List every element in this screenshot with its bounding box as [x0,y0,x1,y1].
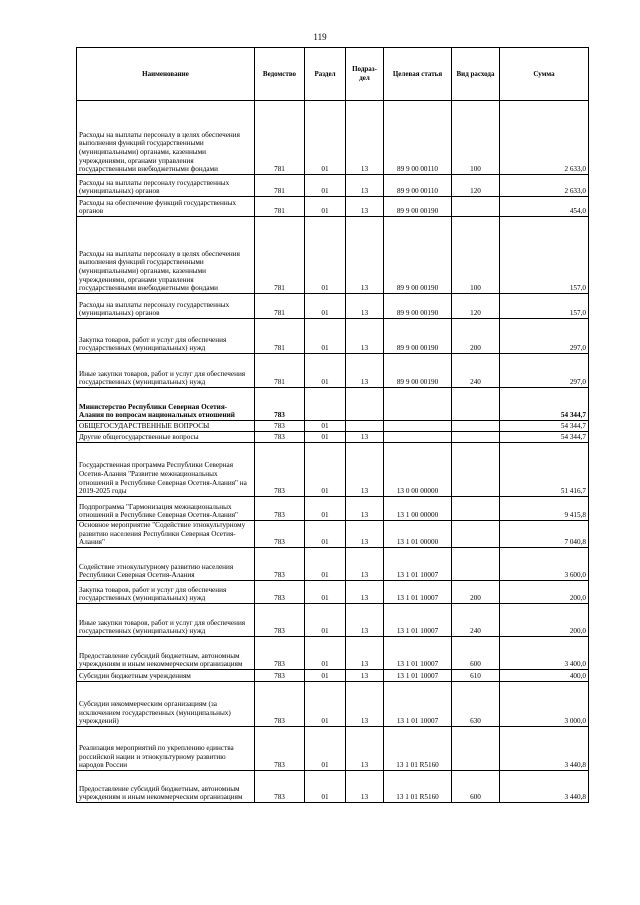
page-number: 119 [313,32,327,42]
row-celevaya-statya: 13 1 01 10007 [384,681,452,726]
row-podrazdel: 13 [346,636,384,669]
row-celevaya-statya: 89 9 00 00190 [384,197,452,217]
row-vid-rashoda [452,432,500,443]
row-vedomstvo: 783 [255,443,305,497]
table-row [77,432,589,443]
row-vid-rashoda: 600 [452,636,500,669]
row-celevaya-statya: 89 9 00 00190 [384,319,452,354]
row-podrazdel: 13 [346,101,384,175]
row-celevaya-statya: 13 1 01 R5160 [384,726,452,770]
row-celevaya-statya: 89 9 00 00110 [384,101,452,175]
row-podrazdel: 13 [346,497,384,521]
table-row [77,217,589,294]
row-vid-rashoda [452,726,500,770]
row-celevaya-statya: 89 9 00 00190 [384,294,452,319]
header-summa: Сумма [500,48,589,101]
row-razdel: 01 [305,521,346,548]
row-vid-rashoda: 240 [452,603,500,636]
row-vedomstvo: 783 [255,421,305,432]
row-name: Расходы на обеспечение функций государственных органов [77,197,255,217]
row-name: Подпрограмма "Гармонизация межнациональных отношений в Республике Северная Осетия-Алания" [77,497,255,521]
row-vid-rashoda: 240 [452,354,500,388]
row-vedomstvo: 781 [255,175,305,197]
table-row [77,388,589,421]
row-celevaya-statya: 89 9 00 00190 [384,217,452,294]
row-celevaya-statya [384,388,452,421]
table-row [77,547,589,580]
row-summa: 454,0 [500,197,589,217]
row-vid-rashoda [452,421,500,432]
row-vedomstvo: 783 [255,432,305,443]
row-summa: 200,0 [500,603,589,636]
row-razdel: 01 [305,175,346,197]
row-podrazdel: 13 [346,217,384,294]
row-celevaya-statya: 13 1 01 10007 [384,547,452,580]
row-summa: 297,0 [500,354,589,388]
row-razdel [305,388,346,421]
row-podrazdel: 13 [346,603,384,636]
row-celevaya-statya: 89 9 00 00190 [384,354,452,388]
row-razdel: 01 [305,319,346,354]
row-vedomstvo: 781 [255,101,305,175]
row-celevaya-statya: 13 1 01 00000 [384,521,452,548]
row-summa: 3 000,0 [500,681,589,726]
row-podrazdel: 13 [346,770,384,802]
row-razdel: 01 [305,354,346,388]
row-vid-rashoda: 610 [452,669,500,681]
table-row [77,421,589,432]
row-celevaya-statya: 13 1 01 10007 [384,580,452,603]
header-vid-rashoda: Вид расхода [452,48,500,101]
header-podrazdel: Подраз-дел [346,48,384,101]
row-name: Другие общегосударственные вопросы [77,432,255,443]
row-name: Субсидии некоммерческим организациям (за исключением государственных (муниципальных) учреждений) [77,681,255,726]
table-row [77,521,589,548]
row-summa: 2 633,0 [500,175,589,197]
budget-table [76,47,589,803]
row-vid-rashoda: 120 [452,294,500,319]
row-razdel: 01 [305,669,346,681]
row-vedomstvo: 783 [255,547,305,580]
row-celevaya-statya: 13 1 01 10007 [384,636,452,669]
row-celevaya-statya: 13 0 00 00000 [384,443,452,497]
table-header-row [77,48,589,101]
row-razdel: 01 [305,603,346,636]
row-razdel: 01 [305,294,346,319]
row-razdel: 01 [305,580,346,603]
table-row [77,319,589,354]
row-name: Иные закупки товаров, работ и услуг для обеспечения государственных (муниципальных) нужд [77,354,255,388]
row-summa: 51 416,7 [500,443,589,497]
row-name: Расходы на выплаты персоналу в целях обеспечения выполнения функций государственными (муниципальными) органами, казенными учреждениями, органами управления государственными внебюджетными фондами [77,217,255,294]
table-row [77,175,589,197]
row-vedomstvo: 781 [255,294,305,319]
table-row [77,603,589,636]
row-vedomstvo: 781 [255,217,305,294]
row-podrazdel [346,388,384,421]
row-podrazdel: 13 [346,175,384,197]
row-vid-rashoda [452,521,500,548]
row-vid-rashoda: 200 [452,580,500,603]
row-razdel: 01 [305,497,346,521]
row-vedomstvo: 781 [255,354,305,388]
row-summa: 3 440,8 [500,726,589,770]
row-name: Реализация мероприятий по укреплению единства российской нации и этнокультурному развитию народов России [77,726,255,770]
table-row [77,497,589,521]
row-vedomstvo: 783 [255,726,305,770]
row-vid-rashoda [452,197,500,217]
row-vid-rashoda: 200 [452,319,500,354]
row-name: Закупка товаров, работ и услуг для обеспечения государственных (муниципальных) нужд [77,319,255,354]
table-row [77,681,589,726]
row-name: Основное мероприятие "Содействие этнокультурному развитию населения Республики Северная Осетия-Алания" [77,521,255,548]
row-podrazdel: 13 [346,319,384,354]
row-summa: 2 633,0 [500,101,589,175]
row-name: Иные закупки товаров, работ и услуг для обеспечения государственных (муниципальных) нужд [77,603,255,636]
row-summa: 3 400,0 [500,636,589,669]
row-name: Расходы на выплаты персоналу государственных (муниципальных) органов [77,175,255,197]
row-razdel: 01 [305,443,346,497]
row-razdel: 01 [305,547,346,580]
row-vedomstvo: 783 [255,388,305,421]
row-summa: 9 415,8 [500,497,589,521]
row-podrazdel: 13 [346,432,384,443]
row-razdel: 01 [305,197,346,217]
row-summa: 54 344,7 [500,421,589,432]
row-vid-rashoda: 630 [452,681,500,726]
row-summa: 3 600,0 [500,547,589,580]
row-celevaya-statya: 13 1 01 10007 [384,603,452,636]
row-summa: 157,0 [500,217,589,294]
row-podrazdel: 13 [346,547,384,580]
row-celevaya-statya [384,432,452,443]
row-celevaya-statya: 13 1 00 00000 [384,497,452,521]
row-podrazdel: 13 [346,669,384,681]
header-name: Наименование [77,48,255,101]
header-celevaya-statya: Целевая статья [384,48,452,101]
row-podrazdel [346,421,384,432]
table-row [77,580,589,603]
row-podrazdel: 13 [346,197,384,217]
row-celevaya-statya: 13 1 01 R5160 [384,770,452,802]
row-podrazdel: 13 [346,521,384,548]
row-vid-rashoda [452,547,500,580]
row-razdel: 01 [305,101,346,175]
row-vedomstvo: 781 [255,319,305,354]
table-row [77,669,589,681]
row-vid-rashoda: 120 [452,175,500,197]
row-celevaya-statya [384,421,452,432]
row-podrazdel: 13 [346,580,384,603]
row-vedomstvo: 783 [255,636,305,669]
header-vedomstvo: Ведомство [255,48,305,101]
row-summa: 7 040,8 [500,521,589,548]
row-name: Министерство Республики Северная Осетия-Алания по вопросам национальных отношений [77,388,255,421]
table-row [77,770,589,802]
row-vid-rashoda [452,443,500,497]
row-celevaya-statya: 89 9 00 00110 [384,175,452,197]
table-row [77,354,589,388]
row-razdel: 01 [305,217,346,294]
row-celevaya-statya: 13 1 01 10007 [384,669,452,681]
table-row [77,197,589,217]
table-row [77,726,589,770]
row-name: Содействие этнокультурному развитию населения Республики Северная Осетия-Алания [77,547,255,580]
row-summa: 54 344,7 [500,388,589,421]
row-name: Расходы на выплаты персоналу в целях обеспечения выполнения функций государственными (муниципальными) органами, казенными учреждениями, органами управления государственными внебюджетными фондами [77,101,255,175]
row-name: ОБЩЕГОСУДАРСТВЕННЫЕ ВОПРОСЫ [77,421,255,432]
row-podrazdel: 13 [346,443,384,497]
table-row [77,294,589,319]
row-vid-rashoda [452,497,500,521]
row-podrazdel: 13 [346,726,384,770]
row-razdel: 01 [305,770,346,802]
row-razdel: 01 [305,432,346,443]
row-vid-rashoda [452,388,500,421]
row-name: Субсидии бюджетным учреждениям [77,669,255,681]
row-vedomstvo: 781 [255,197,305,217]
table-row [77,636,589,669]
row-name: Государственная программа Республики Северная Осетия-Алания "Развитие межнациональных отношений в Республике Северная Осетия-Алания" на 2019-2025 годы [77,443,255,497]
row-name: Расходы на выплаты персоналу государственных (муниципальных) органов [77,294,255,319]
row-vid-rashoda: 100 [452,217,500,294]
row-name: Закупка товаров, работ и услуг для обеспечения государственных (муниципальных) нужд [77,580,255,603]
row-podrazdel: 13 [346,681,384,726]
row-summa: 200,0 [500,580,589,603]
row-podrazdel: 13 [346,354,384,388]
row-name: Предоставление субсидий бюджетным, автономным учреждениям и иным некоммерческим организациям [77,636,255,669]
row-summa: 54 344,7 [500,432,589,443]
row-podrazdel: 13 [346,294,384,319]
row-name: Предоставление субсидий бюджетным, автономным учреждениям и иным некоммерческим организациям [77,770,255,802]
row-summa: 297,0 [500,319,589,354]
row-summa: 3 440,8 [500,770,589,802]
row-vid-rashoda: 100 [452,101,500,175]
header-razdel: Раздел [305,48,346,101]
row-razdel: 01 [305,681,346,726]
row-summa: 157,0 [500,294,589,319]
row-vedomstvo: 783 [255,580,305,603]
row-summa: 400,0 [500,669,589,681]
row-vedomstvo: 783 [255,521,305,548]
row-razdel: 01 [305,636,346,669]
row-vedomstvo: 783 [255,497,305,521]
row-razdel: 01 [305,421,346,432]
row-vedomstvo: 783 [255,681,305,726]
row-razdel: 01 [305,726,346,770]
row-vedomstvo: 783 [255,669,305,681]
row-vedomstvo: 783 [255,603,305,636]
table-row [77,443,589,497]
row-vedomstvo: 783 [255,770,305,802]
row-vid-rashoda: 600 [452,770,500,802]
table-row [77,101,589,175]
